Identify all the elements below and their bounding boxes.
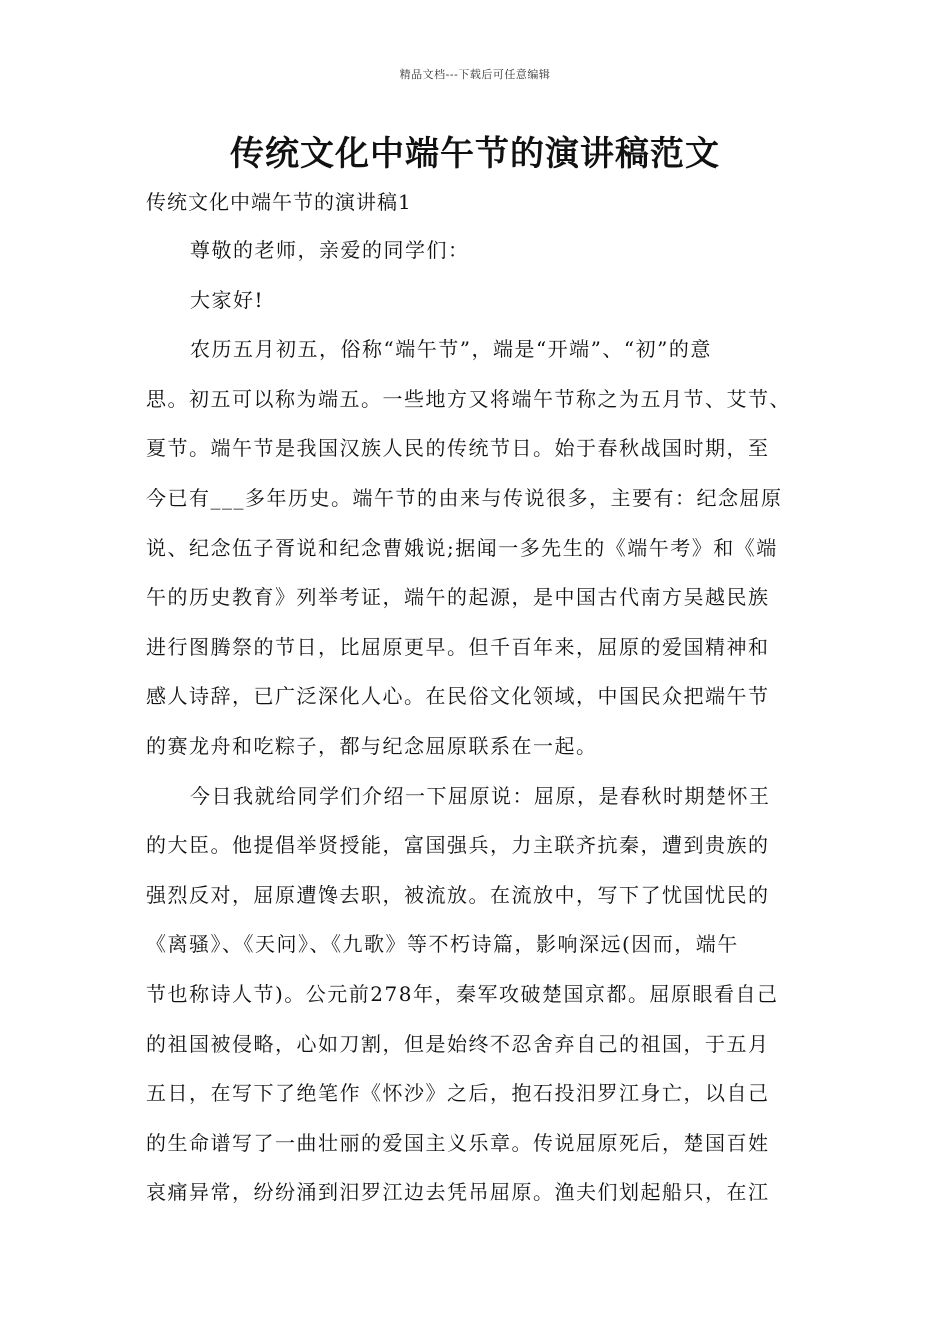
paragraph-line: 夏节。端午节是我国汉族人民的传统节日。始于春秋战国时期，至 <box>146 436 770 461</box>
paragraph-line: 的大臣。他提倡举贤授能，富国强兵，力主联齐抗秦，遭到贵族的 <box>146 833 770 858</box>
paragraph-line: 节也称诗人节)。公元前278年，秦军攻破楚国京都。屈原眼看自己 <box>146 981 779 1006</box>
paragraph-line: 《离骚》、《天问》、《九歌》等不朽诗篇，影响深远(因而，端午 <box>146 932 739 957</box>
paragraph-line: 哀痛异常，纷纷涌到汨罗江边去凭吊屈原。渔夫们划起船只，在江 <box>146 1180 770 1205</box>
header-note: 精品文档---下载后可任意编辑 <box>399 68 551 81</box>
paragraph-line: 说、纪念伍子胥说和纪念曹娥说;据闻一多先生的《端午考》和《端 <box>146 535 778 560</box>
paragraph-line: 感人诗辞，已广泛深化人心。在民俗文化领域，中国民众把端午节 <box>146 684 770 709</box>
greeting-line: 大家好! <box>190 287 265 312</box>
paragraph-line: 午的历史教育》列举考证，端午的起源，是中国古代南方吴越民族 <box>146 585 770 610</box>
paragraph-line: 的祖国被侵略，心如刀割，但是始终不忍舍弃自己的祖国，于五月 <box>146 1031 770 1056</box>
section-subtitle: 传统文化中端午节的演讲稿1 <box>146 190 412 214</box>
body-text <box>146 226 810 1218</box>
paragraph-line: 的赛龙舟和吃粽子，都与纪念屈原联系在一起。 <box>146 733 598 758</box>
paragraph-line: 的生命谱写了一曲壮丽的爱国主义乐章。传说屈原死后，楚国百姓 <box>146 1130 770 1155</box>
document-title: 传统文化中端午节的演讲稿范文 <box>230 134 720 174</box>
paragraph-line: 今日我就给同学们介绍一下屈原说：屈原，是春秋时期楚怀王 <box>190 783 771 808</box>
greeting-line: 尊敬的老师，亲爱的同学们： <box>190 238 470 262</box>
paragraph-line: 五日，在写下了绝笔作《怀沙》之后，抱石投汨罗江身亡，以自己 <box>146 1081 770 1106</box>
paragraph-line: 强烈反对，屈原遭馋去职，被流放。在流放中，写下了忧国忧民的 <box>146 882 770 907</box>
paragraph-line: 思。初五可以称为端五。一些地方又将端午节称之为五月节、艾节、 <box>146 386 791 411</box>
paragraph-line: 进行图腾祭的节日，比屈原更早。但千百年来，屈原的爱国精神和 <box>146 634 770 659</box>
paragraph-line: 农历五月初五，俗称“端午节”，端是“开端”、“初”的意 <box>190 337 712 362</box>
paragraph-line: 今已有___多年历史。端午节的由来与传说很多，主要有：纪念屈原 <box>146 485 783 510</box>
